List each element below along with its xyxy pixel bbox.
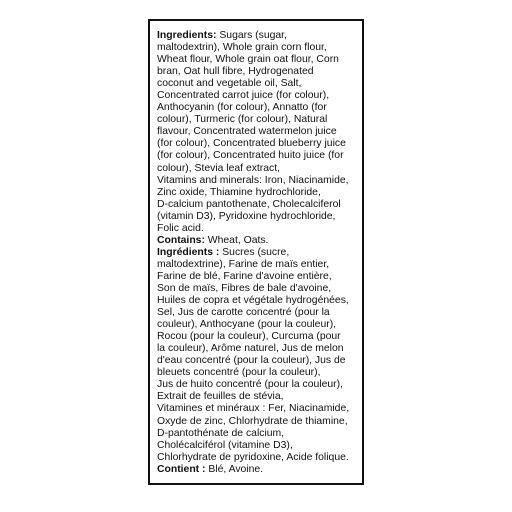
english-vitamins-line: Folic acid. xyxy=(157,222,204,234)
english-ingredients-section xyxy=(157,30,362,175)
english-ingredients-line: colour), Turmeric (for colour), Natural xyxy=(157,114,328,126)
english-ingredients-line: Wheat flour, Whole grain oat flour, Corn xyxy=(157,54,339,66)
french-allergen-statement xyxy=(157,464,362,476)
french-ingredients-line: Huiles de copra et végétale hydrogénées, xyxy=(157,295,349,307)
french-ingredients-line: Rocou (pour la couleur), Curcuma (pour xyxy=(157,331,341,343)
english-ingredients-heading: Ingredients: xyxy=(157,30,217,41)
english-vitamins-section xyxy=(157,175,362,235)
english-vitamins-line: D-calcium pantothenate, Cholecalciferol xyxy=(157,198,341,210)
english-vitamins-line: (vitamin D3), Pyridoxine hydrochloride, xyxy=(157,210,336,222)
french-ingredients-section xyxy=(157,247,362,404)
english-vitamins-line: Vitamins and minerals: Iron, Niacinamide, xyxy=(157,174,349,186)
english-vitamins-line: Zinc oxide, Thiamine hydrochloride, xyxy=(157,186,321,198)
english-ingredients-line: flavour, Concentrated watermelon juice xyxy=(157,126,337,138)
english-ingredients-line: Concentrated carrot juice (for colour), xyxy=(157,90,330,102)
french-ingredients-line: la couleur), Arôme naturel, Jus de melon xyxy=(157,343,344,355)
french-ingredients-line: Farine de blé, Farine d'avoine entière, xyxy=(157,270,332,282)
french-ingredients-line: Ingrédients : Sucres (sucre, xyxy=(157,246,290,258)
english-ingredients-line: colour), Stevia leaf extract, xyxy=(157,162,281,174)
ingredients-label-panel xyxy=(148,19,364,485)
french-ingredients-line: Sel, Jus de carotte concentré (pour la xyxy=(157,307,330,319)
french-ingredients-line: maltodextrine), Farine de maïs entier, xyxy=(157,258,330,270)
french-ingredients-heading: Ingrédients : xyxy=(157,246,220,258)
english-ingredients-line: maltodextrin), Whole grain corn flour, xyxy=(157,42,327,54)
french-contains-heading: Contient : xyxy=(157,463,206,475)
french-vitamins-line: Vitamines et minéraux : Fer, Niacinamide, xyxy=(157,403,350,415)
english-contains-value: Wheat, Oats. xyxy=(204,234,269,246)
french-ingredients-line: couleur), Anthocyane (pour la couleur), xyxy=(157,319,337,331)
english-ingredients-line: (for colour), Concentrated blueberry juice xyxy=(157,138,346,150)
french-contains-value: Blé, Avoine. xyxy=(205,463,264,475)
french-vitamins-line: D-pantothénate de calcium, xyxy=(157,427,285,439)
english-ingredients-line: (for colour), Concentrated huito juice (for xyxy=(157,150,344,162)
french-ingredients-line: bleuets concentré (pour la couleur), xyxy=(157,367,321,379)
french-ingredients-line: Extrait de feuilles de stévia, xyxy=(157,391,284,403)
french-vitamins-line: Cholécalciférol (vitamine D3), xyxy=(157,439,293,451)
french-ingredients-line: d'eau concentré (pour la couleur), Jus de xyxy=(157,355,346,367)
english-contains-heading: Contains: xyxy=(157,234,205,246)
french-vitamins-section xyxy=(157,403,362,463)
english-allergen-statement xyxy=(157,235,362,247)
french-ingredients-line: Jus de huito concentré (pour la couleur), xyxy=(157,379,343,391)
english-ingredients-line: Ingredients: Sugars (sugar, xyxy=(157,30,287,41)
english-ingredients-line: bran, Oat hull fibre, Hydrogenated xyxy=(157,66,314,78)
french-vitamins-line: Chlorhydrate de pyridoxine, Acide folique. xyxy=(157,451,349,463)
english-ingredients-line: coconut and vegetable oil, Salt, xyxy=(157,78,302,90)
french-ingredients-line: Son de maïs, Fibres de bale d'avoine, xyxy=(157,282,332,294)
english-ingredients-line: Anthocyanin (for colour), Annatto (for xyxy=(157,102,327,114)
french-vitamins-line: Oxyde de zinc, Chlorhydrate de thiamine, xyxy=(157,415,348,427)
